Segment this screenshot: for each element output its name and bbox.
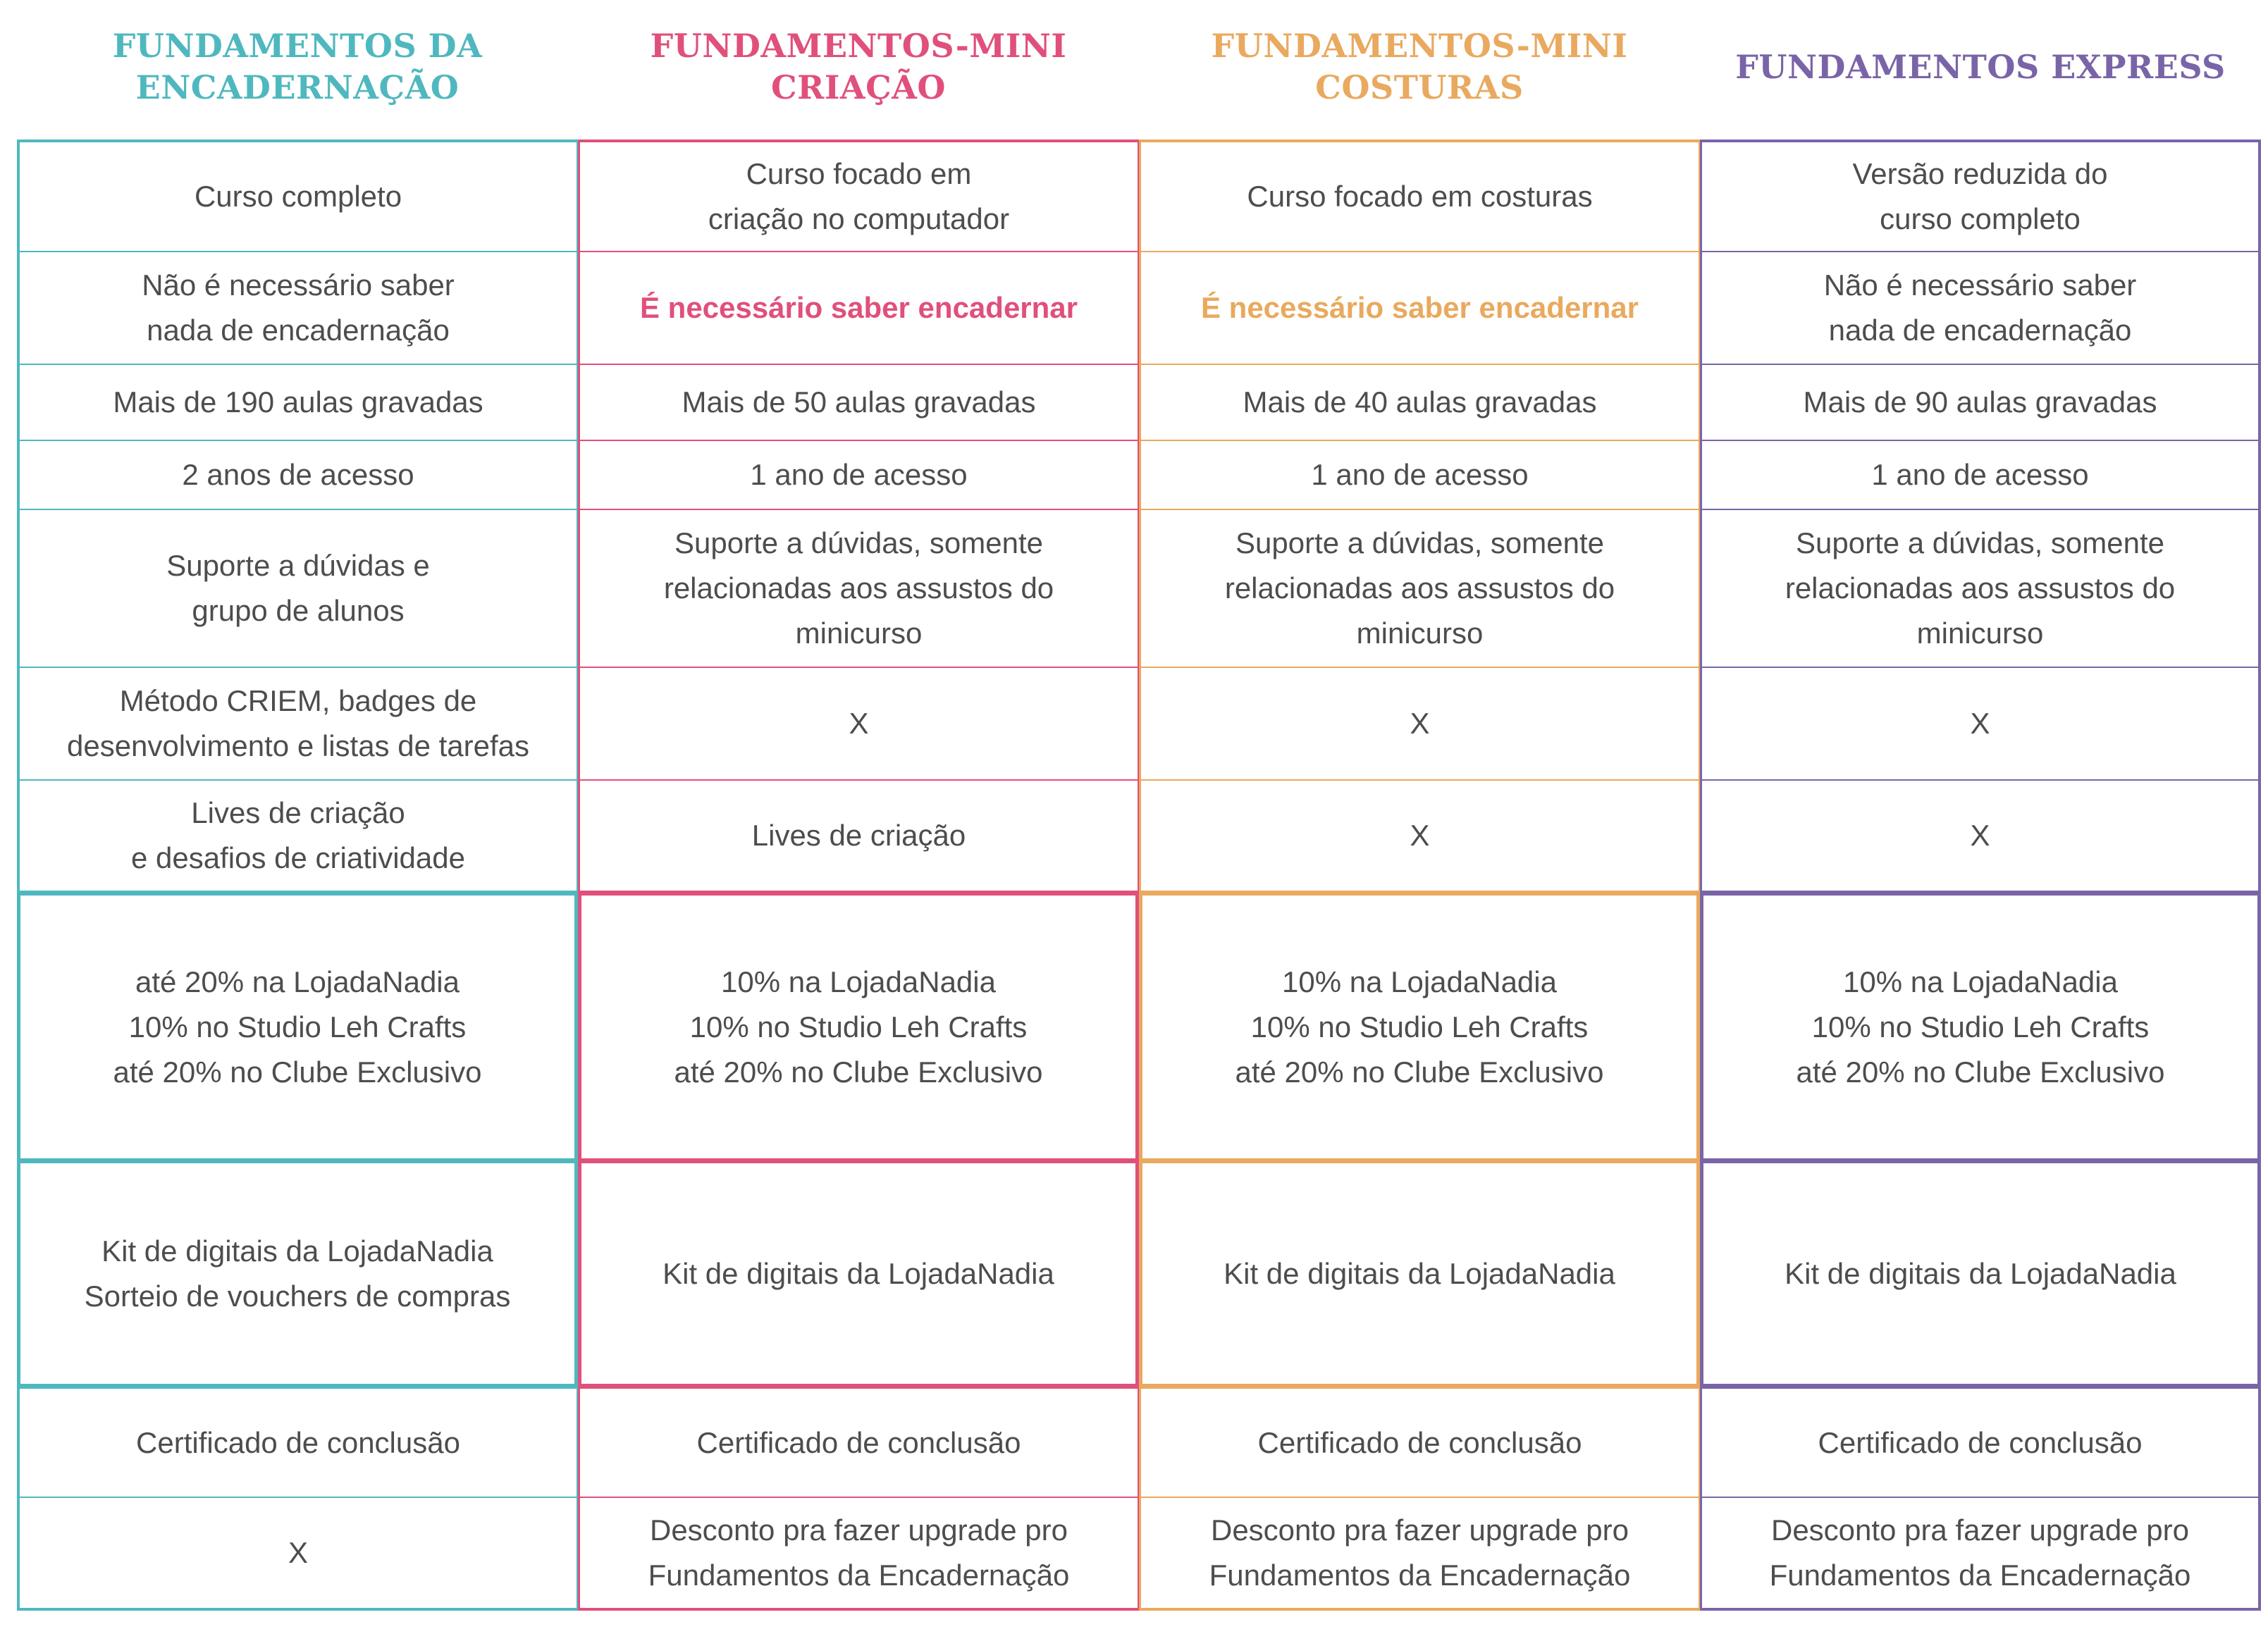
table-cell-r3-c1: 1 ano de acesso bbox=[578, 441, 1139, 510]
table-cell-r5-c0: Método CRIEM, badges de desenvolvimento e listas de tarefas bbox=[17, 668, 578, 781]
table-cell-r4-c2: Suporte a dúvidas, somente relacionadas aos assustos do minicurso bbox=[1139, 510, 1700, 668]
table-cell-r7-c1: 10% na LojadaNadia 10% no Studio Leh Crafts até 20% no Clube Exclusivo bbox=[578, 892, 1139, 1160]
table-cell-r7-c2: 10% na LojadaNadia 10% no Studio Leh Crafts até 20% no Clube Exclusivo bbox=[1139, 892, 1700, 1160]
table-cell-r9-c3: Certificado de conclusão bbox=[1700, 1385, 2261, 1498]
table-cell-r9-c0: Certificado de conclusão bbox=[17, 1385, 578, 1498]
table-cell-r6-c1: Lives de criação bbox=[578, 781, 1139, 892]
table-cell-r4-c1: Suporte a dúvidas, somente relacionadas aos assustos do minicurso bbox=[578, 510, 1139, 668]
table-cell-r5-c2: X bbox=[1139, 668, 1700, 781]
table-cell-r3-c2: 1 ano de acesso bbox=[1139, 441, 1700, 510]
column-title-mini-costuras: FUNDAMENTOS-MINI COSTURAS bbox=[1211, 27, 1628, 106]
table-cell-r3-c0: 2 anos de acesso bbox=[17, 441, 578, 510]
table-cell-r4-c3: Suporte a dúvidas, somente relacionadas aos assustos do minicurso bbox=[1700, 510, 2261, 668]
table-cell-r0-c2: Curso focado em costuras bbox=[1139, 140, 1700, 252]
table-cell-r6-c3: X bbox=[1700, 781, 2261, 892]
table-cell-r1-c3: Não é necessário saber nada de encadernação bbox=[1700, 252, 2261, 365]
table-cell-r0-c0: Curso completo bbox=[17, 140, 578, 252]
table-cell-r2-c3: Mais de 90 aulas gravadas bbox=[1700, 365, 2261, 441]
table-cell-r0-c1: Curso focado em criação no computador bbox=[578, 140, 1139, 252]
column-title-express: FUNDAMENTOS EXPRESS bbox=[1735, 47, 2226, 86]
table-cell-r2-c2: Mais de 40 aulas gravadas bbox=[1139, 365, 1700, 441]
table-cell-r0-c3: Versão reduzida do curso completo bbox=[1700, 140, 2261, 252]
table-cell-r1-c1: É necessário saber encadernar bbox=[578, 252, 1139, 365]
table-cell-r9-c2: Certificado de conclusão bbox=[1139, 1385, 1700, 1498]
table-cell-r2-c1: Mais de 50 aulas gravadas bbox=[578, 365, 1139, 441]
table-cell-r4-c0: Suporte a dúvidas e grupo de alunos bbox=[17, 510, 578, 668]
table-cell-r9-c1: Certificado de conclusão bbox=[578, 1385, 1139, 1498]
table-cell-r10-c3: Desconto pra fazer upgrade pro Fundamentos da Encadernação bbox=[1700, 1498, 2261, 1611]
table-cell-r8-c2: Kit de digitais da LojadaNadia bbox=[1139, 1160, 1700, 1385]
table-cell-r1-c0: Não é necessário saber nada de encadernação bbox=[17, 252, 578, 365]
table-cell-r5-c3: X bbox=[1700, 668, 2261, 781]
table-cell-r6-c2: X bbox=[1139, 781, 1700, 892]
table-cell-r7-c3: 10% na LojadaNadia 10% no Studio Leh Crafts até 20% no Clube Exclusivo bbox=[1700, 892, 2261, 1160]
column-title-fundamentos-encadernacao: FUNDAMENTOS DA ENCADERNAÇÃO bbox=[112, 27, 483, 106]
table-cell-r8-c3: Kit de digitais da LojadaNadia bbox=[1700, 1160, 2261, 1385]
column-title-mini-criacao: FUNDAMENTOS-MINI CRIAÇÃO bbox=[650, 27, 1067, 106]
table-cell-r10-c1: Desconto pra fazer upgrade pro Fundamentos da Encadernação bbox=[578, 1498, 1139, 1611]
table-cell-r5-c1: X bbox=[578, 668, 1139, 781]
table-cell-r7-c0: até 20% na LojadaNadia 10% no Studio Leh Crafts até 20% no Clube Exclusivo bbox=[17, 892, 578, 1160]
table-cell-r10-c0: X bbox=[17, 1498, 578, 1611]
table-cell-r8-c1: Kit de digitais da LojadaNadia bbox=[578, 1160, 1139, 1385]
table-cell-r3-c3: 1 ano de acesso bbox=[1700, 441, 2261, 510]
table-cell-r8-c0: Kit de digitais da LojadaNadia Sorteio de vouchers de compras bbox=[17, 1160, 578, 1385]
table-cell-r1-c2: É necessário saber encadernar bbox=[1139, 252, 1700, 365]
table-cell-r2-c0: Mais de 190 aulas gravadas bbox=[17, 365, 578, 441]
table-cell-r10-c2: Desconto pra fazer upgrade pro Fundamentos da Encadernação bbox=[1139, 1498, 1700, 1611]
table-cell-r6-c0: Lives de criação e desafios de criatividade bbox=[17, 781, 578, 892]
comparison-table bbox=[17, 140, 2261, 1611]
